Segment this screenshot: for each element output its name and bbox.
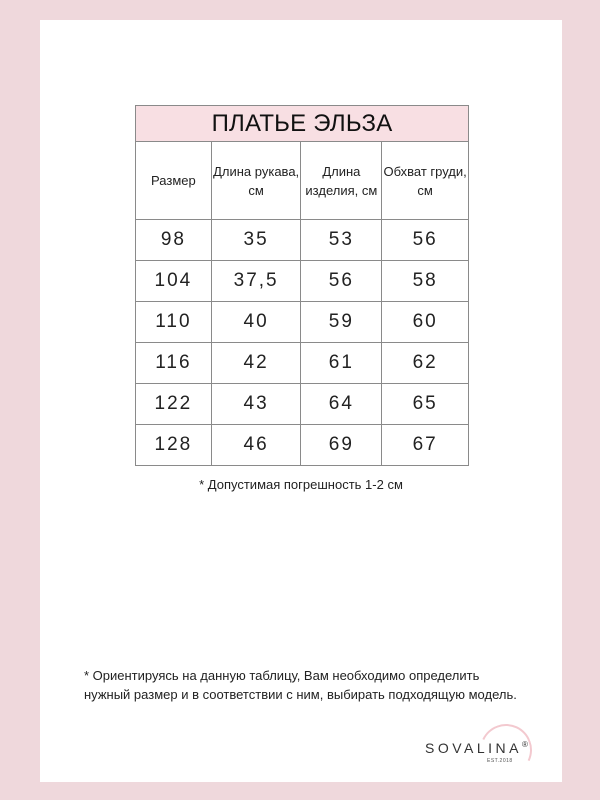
cell-length: 64 (301, 384, 382, 425)
header-sleeve-length: Длина рукава, см (211, 142, 301, 220)
brand-logo (425, 718, 557, 774)
cell-length: 69 (301, 425, 382, 466)
table-row (136, 343, 469, 384)
table-row (136, 425, 469, 466)
cell-chest: 60 (382, 302, 469, 343)
cell-length: 61 (301, 343, 382, 384)
cell-length: 56 (301, 261, 382, 302)
table-title: ПЛАТЬЕ ЭЛЬЗА (136, 106, 469, 142)
tolerance-note: * Допустимая погрешность 1-2 см (199, 477, 403, 492)
header-row (136, 142, 469, 220)
cell-chest: 62 (382, 343, 469, 384)
guidance-note: * Ориентируясь на данную таблицу, Вам необходимо определить нужный размер и в соответствии с ним, выбирать подходящую модель. (84, 668, 517, 702)
cell-chest: 58 (382, 261, 469, 302)
table-row (136, 384, 469, 425)
cell-sleeve: 40 (211, 302, 301, 343)
header-chest-girth: Обхват груди, см (382, 142, 469, 220)
header-size: Размер (136, 142, 212, 220)
cell-chest: 56 (382, 220, 469, 261)
cell-sleeve: 42 (211, 343, 301, 384)
table-row (136, 261, 469, 302)
size-table (135, 105, 469, 466)
brand-name: SOVALINA (425, 740, 522, 756)
cell-sleeve: 37,5 (211, 261, 301, 302)
cell-chest: 65 (382, 384, 469, 425)
table-row (136, 302, 469, 343)
size-chart-sheet (40, 20, 562, 782)
registered-mark: ® (522, 740, 528, 749)
cell-size: 116 (136, 343, 212, 384)
cell-size: 122 (136, 384, 212, 425)
cell-sleeve: 43 (211, 384, 301, 425)
cell-size: 128 (136, 425, 212, 466)
cell-chest: 67 (382, 425, 469, 466)
cell-length: 53 (301, 220, 382, 261)
table-row (136, 220, 469, 261)
cell-size: 110 (136, 302, 212, 343)
cell-sleeve: 46 (211, 425, 301, 466)
header-garment-length: Длина изделия, см (301, 142, 382, 220)
cell-size: 98 (136, 220, 212, 261)
brand-est: EST.2018 (487, 758, 513, 764)
cell-size: 104 (136, 261, 212, 302)
cell-sleeve: 35 (211, 220, 301, 261)
cell-length: 59 (301, 302, 382, 343)
